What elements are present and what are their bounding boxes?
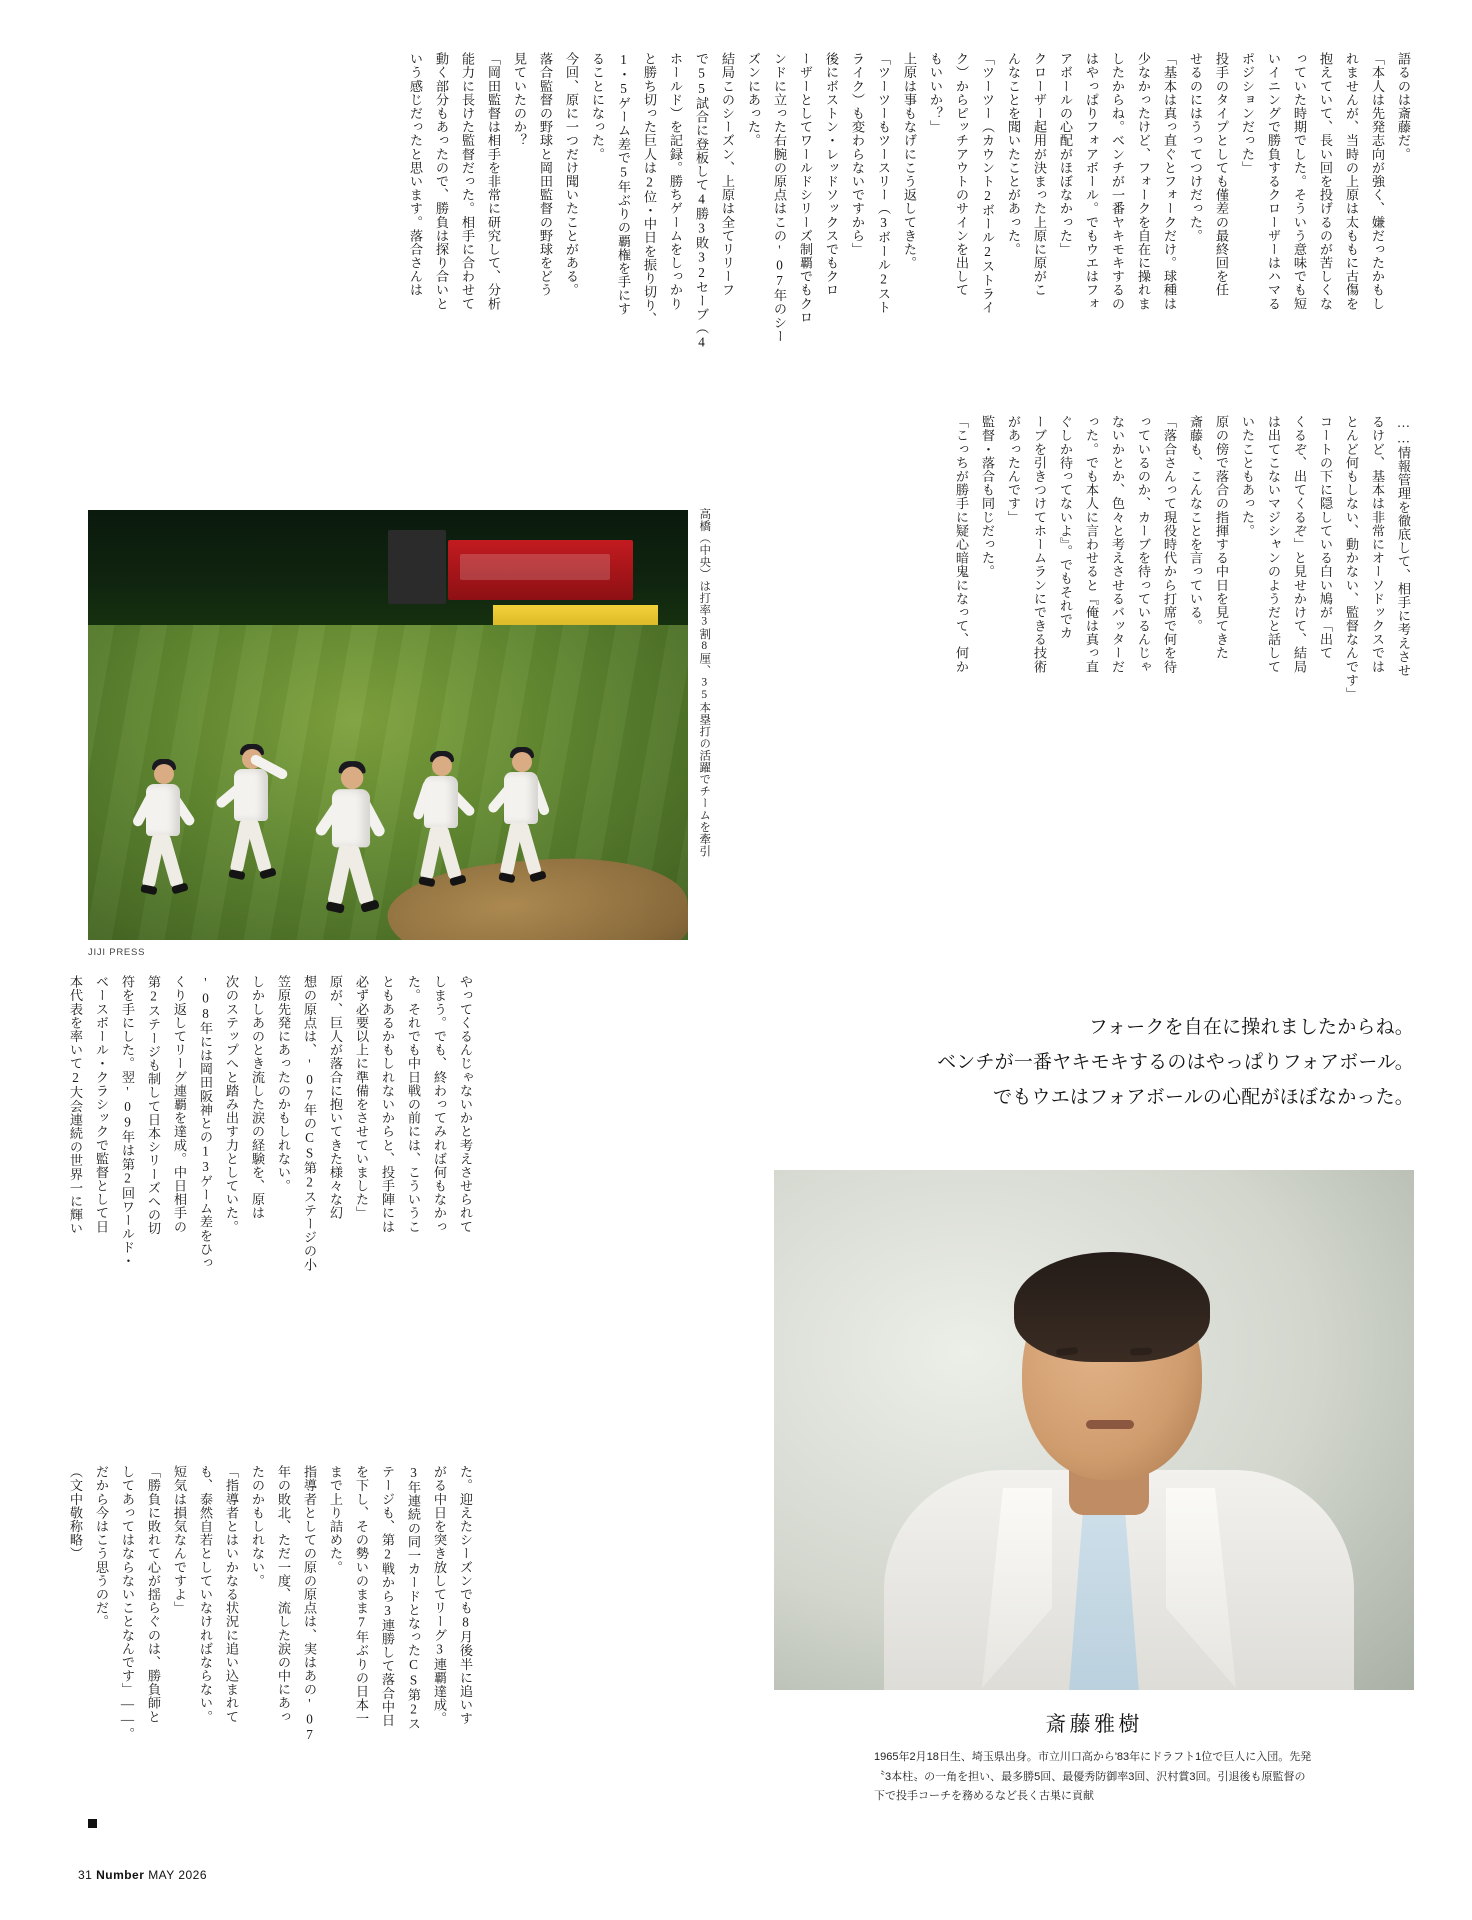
article-column: 想の原点は、'07年のCS第2ステージの小 bbox=[302, 975, 317, 1272]
article-column: 上原は事もなげにこう返してきた。 bbox=[902, 52, 917, 270]
article-column: 投手のタイプとしても僅差の最終回を任 bbox=[1214, 52, 1229, 297]
article-column: がる中日を突き放してリーグ3連覇達成。 bbox=[432, 1465, 447, 1726]
article-column: ズンにあった。 bbox=[746, 52, 761, 148]
article-column: 落合監督の野球と岡田監督の野球をどう bbox=[538, 52, 553, 297]
player-head bbox=[512, 752, 532, 772]
bottom-article-columns bbox=[60, 975, 476, 1445]
player-figure-center bbox=[325, 751, 377, 919]
article-column: るけど、基本は非常にオーソドックスでは bbox=[1370, 415, 1385, 674]
article-column: 今回、原に一つだけ聞いたことがある。 bbox=[564, 52, 579, 297]
photo-credit: JIJI PRESS bbox=[88, 947, 146, 958]
player-head bbox=[341, 767, 363, 789]
article-column: 抱えていて、長い回を投げるのが苦しくな bbox=[1318, 52, 1333, 311]
player-leg bbox=[157, 833, 184, 888]
article-column: ライク）も変わらないですから」 bbox=[850, 52, 865, 256]
portrait-hair bbox=[1014, 1252, 1210, 1362]
article-column: してあってはならないことなんです」――。 bbox=[120, 1465, 135, 1741]
pull-quote bbox=[894, 1010, 1414, 1115]
player-shoe bbox=[498, 872, 515, 883]
article-column: ホールド）を記録。勝ちゲームをしっかり bbox=[668, 52, 683, 311]
article-column: 3年連続の同一カードとなったCS第2ス bbox=[406, 1465, 421, 1731]
pull-quote-line: ベンチが一番ヤキモキするのはやっぱりフォアボール。 bbox=[937, 1052, 1414, 1074]
player-figure bbox=[498, 738, 544, 888]
top-article-columns bbox=[400, 52, 1414, 397]
article-column: やってくるんじゃないかと考えさせられて bbox=[458, 975, 473, 1234]
article-column: 監督・落合も同じだった。 bbox=[980, 415, 995, 579]
player-jersey bbox=[234, 769, 268, 821]
article-column: まで上り詰めた。 bbox=[328, 1465, 343, 1574]
player-jersey bbox=[424, 776, 458, 828]
article-column: 少なかったけど、フォークを自在に操れま bbox=[1136, 52, 1151, 311]
article-column: クローザー起用が決まった上原に原がこ bbox=[1032, 52, 1047, 297]
article-column: 第2ステージも制して日本シリーズへの切 bbox=[146, 975, 161, 1236]
article-column: 「勝負に敗れて心が揺らぐのは、勝負師と bbox=[146, 1465, 161, 1724]
article-column: 「ツーツーもツースリー（3ボール2スト bbox=[876, 52, 891, 314]
article-column: とんど何もしない、動かない、監督なんです」 bbox=[1344, 415, 1359, 701]
article-column: と勝ち切った巨人は2位・中日を振り切り、 bbox=[642, 52, 657, 326]
article-column: だから今はこう思うのだ。 bbox=[94, 1465, 109, 1629]
article-column: いう感じだったと思います。落合さんは bbox=[408, 52, 423, 297]
player-leg bbox=[515, 821, 542, 876]
article-column: 笠原先発にあったのかもしれない。 bbox=[276, 975, 291, 1193]
article-column: 符を手にした。翌'09年は第2回ワールド・ bbox=[120, 975, 135, 1268]
article-column: 短気は損気なんですよ」 bbox=[172, 1465, 187, 1615]
player-head bbox=[154, 764, 174, 784]
article-column: った。でも本人に言わせると『俺は真っ直 bbox=[1084, 415, 1099, 674]
article-column: ともあるかもしれないからと、投手陣には bbox=[380, 975, 395, 1234]
player-leg bbox=[245, 818, 272, 873]
article-column: っているのか、カーブを待っているんじゃ bbox=[1136, 415, 1151, 674]
article-column: ……情報管理を徹底して、相手に考えさせ bbox=[1396, 415, 1411, 677]
article-column: 「落合さんって現役時代から打席で何を待 bbox=[1162, 415, 1177, 674]
team-photo-block bbox=[88, 510, 688, 958]
article-column: くるぞ、出てくるぞ」と見せかけて、結局 bbox=[1292, 415, 1307, 674]
article-column: くり返してリーグ連覇を達成。中日相手の bbox=[172, 975, 187, 1234]
article-column: （文中敬称略） bbox=[68, 1465, 83, 1561]
article-column: 動く部分もあったので、勝負は探り合いと bbox=[434, 52, 449, 311]
article-column: れませんが、当時の上原は太ももに古傷を bbox=[1344, 52, 1359, 311]
player-shoe bbox=[418, 876, 435, 887]
article-column: で55試合に登板して4勝3敗32セーブ（4 bbox=[694, 52, 709, 351]
portrait-image bbox=[774, 1170, 1414, 1690]
article-column: ーザーとしてワールドシリーズ制覇でもクロ bbox=[798, 52, 813, 324]
end-mark bbox=[88, 1819, 97, 1828]
article-column: ることになった。 bbox=[590, 52, 605, 161]
article-column: したからね。ベンチが一番ヤキモキするの bbox=[1110, 52, 1125, 311]
article-column: もいいか？」 bbox=[928, 52, 943, 134]
article-column: っていた時期でした。そういう意味でも短 bbox=[1292, 52, 1307, 311]
article-column: '08年には岡田阪神との13ゲーム差をひっ bbox=[198, 975, 213, 1270]
player-leg bbox=[435, 825, 462, 880]
folio-issue: MAY 2026 bbox=[148, 1868, 207, 1882]
player-shoe bbox=[326, 901, 345, 913]
article-column: 斎藤も、こんなことを言っている。 bbox=[1188, 415, 1203, 633]
article-column: コートの下に隠している白い鳩が「出て bbox=[1318, 415, 1333, 660]
signage-dark bbox=[388, 530, 446, 604]
article-column: 「指導者とはいかなる状況に追い込まれて bbox=[224, 1465, 239, 1724]
article-column: も、泰然自若としていなければならない。 bbox=[198, 1465, 213, 1724]
article-column: 1・5ゲーム差で5年ぶりの覇権を手にす bbox=[616, 52, 631, 316]
article-column: 「基本は真っ直ぐとフォークだけ。球種は bbox=[1162, 52, 1177, 311]
pull-quote-line: でもウエはフォアボールの心配がほぼなかった。 bbox=[993, 1087, 1414, 1109]
article-column: しかしあのとき流した涙の経験を、原は bbox=[250, 975, 265, 1220]
photo-side-caption: 高橋（中央）は打率3割8厘、35本塁打の活躍でチームを牽引 bbox=[698, 508, 711, 857]
article-column: 年の敗北、ただ一度、流した涙の中にあっ bbox=[276, 1465, 291, 1724]
player-shoe bbox=[140, 884, 157, 895]
portrait-bio: 1965年2月18日生、埼玉県出身。市立川口高から'83年にドラフト1位で巨人に入団。先発〝3本柱〟の一角を担い、最多勝5回、最優秀防御率3回、沢村賞3回。引退後も原監督の下で投手コーチを務めるなど長く古巣に貢献 bbox=[874, 1751, 1312, 1803]
article-column: はやっぱりフォアボール。でもウエはフォ bbox=[1084, 52, 1099, 311]
portrait-mouth bbox=[1086, 1420, 1134, 1429]
portrait-block bbox=[774, 1170, 1414, 1807]
player-jersey bbox=[146, 784, 180, 836]
portrait-eye bbox=[1130, 1347, 1152, 1355]
player-jersey bbox=[332, 789, 370, 847]
article-column: た。それでも中日戦の前には、こういうこ bbox=[406, 975, 421, 1234]
article-column: いたこともあった。 bbox=[1240, 415, 1255, 538]
article-column: ぐしか待ってないよ』。でもそれでカ bbox=[1058, 415, 1073, 640]
article-column: 「ツーツー（カウント2ボール2ストライ bbox=[980, 52, 995, 314]
article-column: テージも、第2戦から3連勝して落合中日 bbox=[380, 1465, 395, 1727]
portrait-name: 斎藤雅樹 bbox=[1045, 1712, 1143, 1736]
article-column: 「本人は先発志向が強く、嫌だったかもし bbox=[1370, 52, 1385, 311]
article-column: んなことを聞いたことがあった。 bbox=[1006, 52, 1021, 256]
player-figure bbox=[418, 742, 464, 892]
article-column: ないかとか、色々と考えさせるバッターだ bbox=[1110, 415, 1125, 674]
article-column: は出てこないマジシャンのようだと話して bbox=[1266, 415, 1281, 674]
player-shoe bbox=[228, 869, 245, 880]
article-column: 語るのは斎藤だ。 bbox=[1396, 52, 1411, 161]
article-column: 「岡田監督は相手を非常に研究して、分析 bbox=[486, 52, 501, 311]
article-column: しまう。でも、終わってみれば何もなかっ bbox=[432, 975, 447, 1234]
article-column: いイニングで勝負するクローザーはハマる bbox=[1266, 52, 1281, 311]
player-figure bbox=[228, 735, 274, 885]
article-column: 次のステップへと踏み出す力としていた。 bbox=[224, 975, 239, 1234]
article-column: ンドに立った右腕の原点はこの'07年のシー bbox=[772, 52, 787, 343]
article-column: 原の傍で落合の指揮する中日を見てきた bbox=[1214, 415, 1229, 660]
article-column: 結局このシーズン、上原は全てリリーフ bbox=[720, 52, 735, 297]
bottom-right-article-columns bbox=[60, 1465, 476, 1765]
team-photo-image bbox=[88, 510, 688, 940]
article-column: た。迎えたシーズンでも8月後半に追いす bbox=[458, 1465, 473, 1726]
folio bbox=[78, 1868, 207, 1882]
player-leg bbox=[344, 844, 375, 906]
bottom-article-region bbox=[0, 975, 760, 1805]
pull-quote-line: フォークを自在に操れましたからね。 bbox=[1088, 1017, 1414, 1038]
article-column: アボールの心配がほぼなかった」 bbox=[1058, 52, 1073, 256]
player-jersey bbox=[504, 772, 538, 824]
article-column: 「こっちが勝手に疑心暗鬼になって、何か bbox=[954, 415, 969, 674]
article-column: 後にボストン・レッドソックスでもクロ bbox=[824, 52, 839, 297]
player-head bbox=[432, 756, 452, 776]
article-column: があったんです」 bbox=[1006, 415, 1021, 524]
article-column: 原が、巨人が落合に抱いてきた様々な幻 bbox=[328, 975, 343, 1220]
article-column: 見ていたのか？ bbox=[512, 52, 527, 148]
article-column: 必ず必要以上に準備をさせていました」 bbox=[354, 975, 369, 1220]
article-column: ーブを引きつけてホームランにできる技術 bbox=[1032, 415, 1047, 674]
mid-right-article-columns bbox=[946, 415, 1414, 770]
folio-magazine-title: Number bbox=[96, 1868, 145, 1882]
article-column: 指導者としての原の原点は、実はあの'07 bbox=[302, 1465, 317, 1743]
article-column: ポジションだった」 bbox=[1240, 52, 1255, 175]
player-figure bbox=[140, 750, 186, 900]
article-column: ベースボール・クラシックで監督として日 bbox=[94, 975, 109, 1234]
article-column: せるのにはうってつけだった。 bbox=[1188, 52, 1203, 243]
article-column: たのかもしれない。 bbox=[250, 1465, 265, 1588]
article-column: を下し、その勢いのまま7年ぶりの日本一 bbox=[354, 1465, 369, 1726]
article-column: 能力に長けた監督だった。相手に合わせて bbox=[460, 52, 475, 311]
article-column: ク）からピッチアウトのサインを出して bbox=[954, 52, 969, 297]
signage-red bbox=[448, 540, 633, 600]
article-column: 本代表を率いて2大会連続の世界一に輝い bbox=[68, 975, 83, 1236]
folio-page-number: 31 bbox=[78, 1868, 93, 1882]
